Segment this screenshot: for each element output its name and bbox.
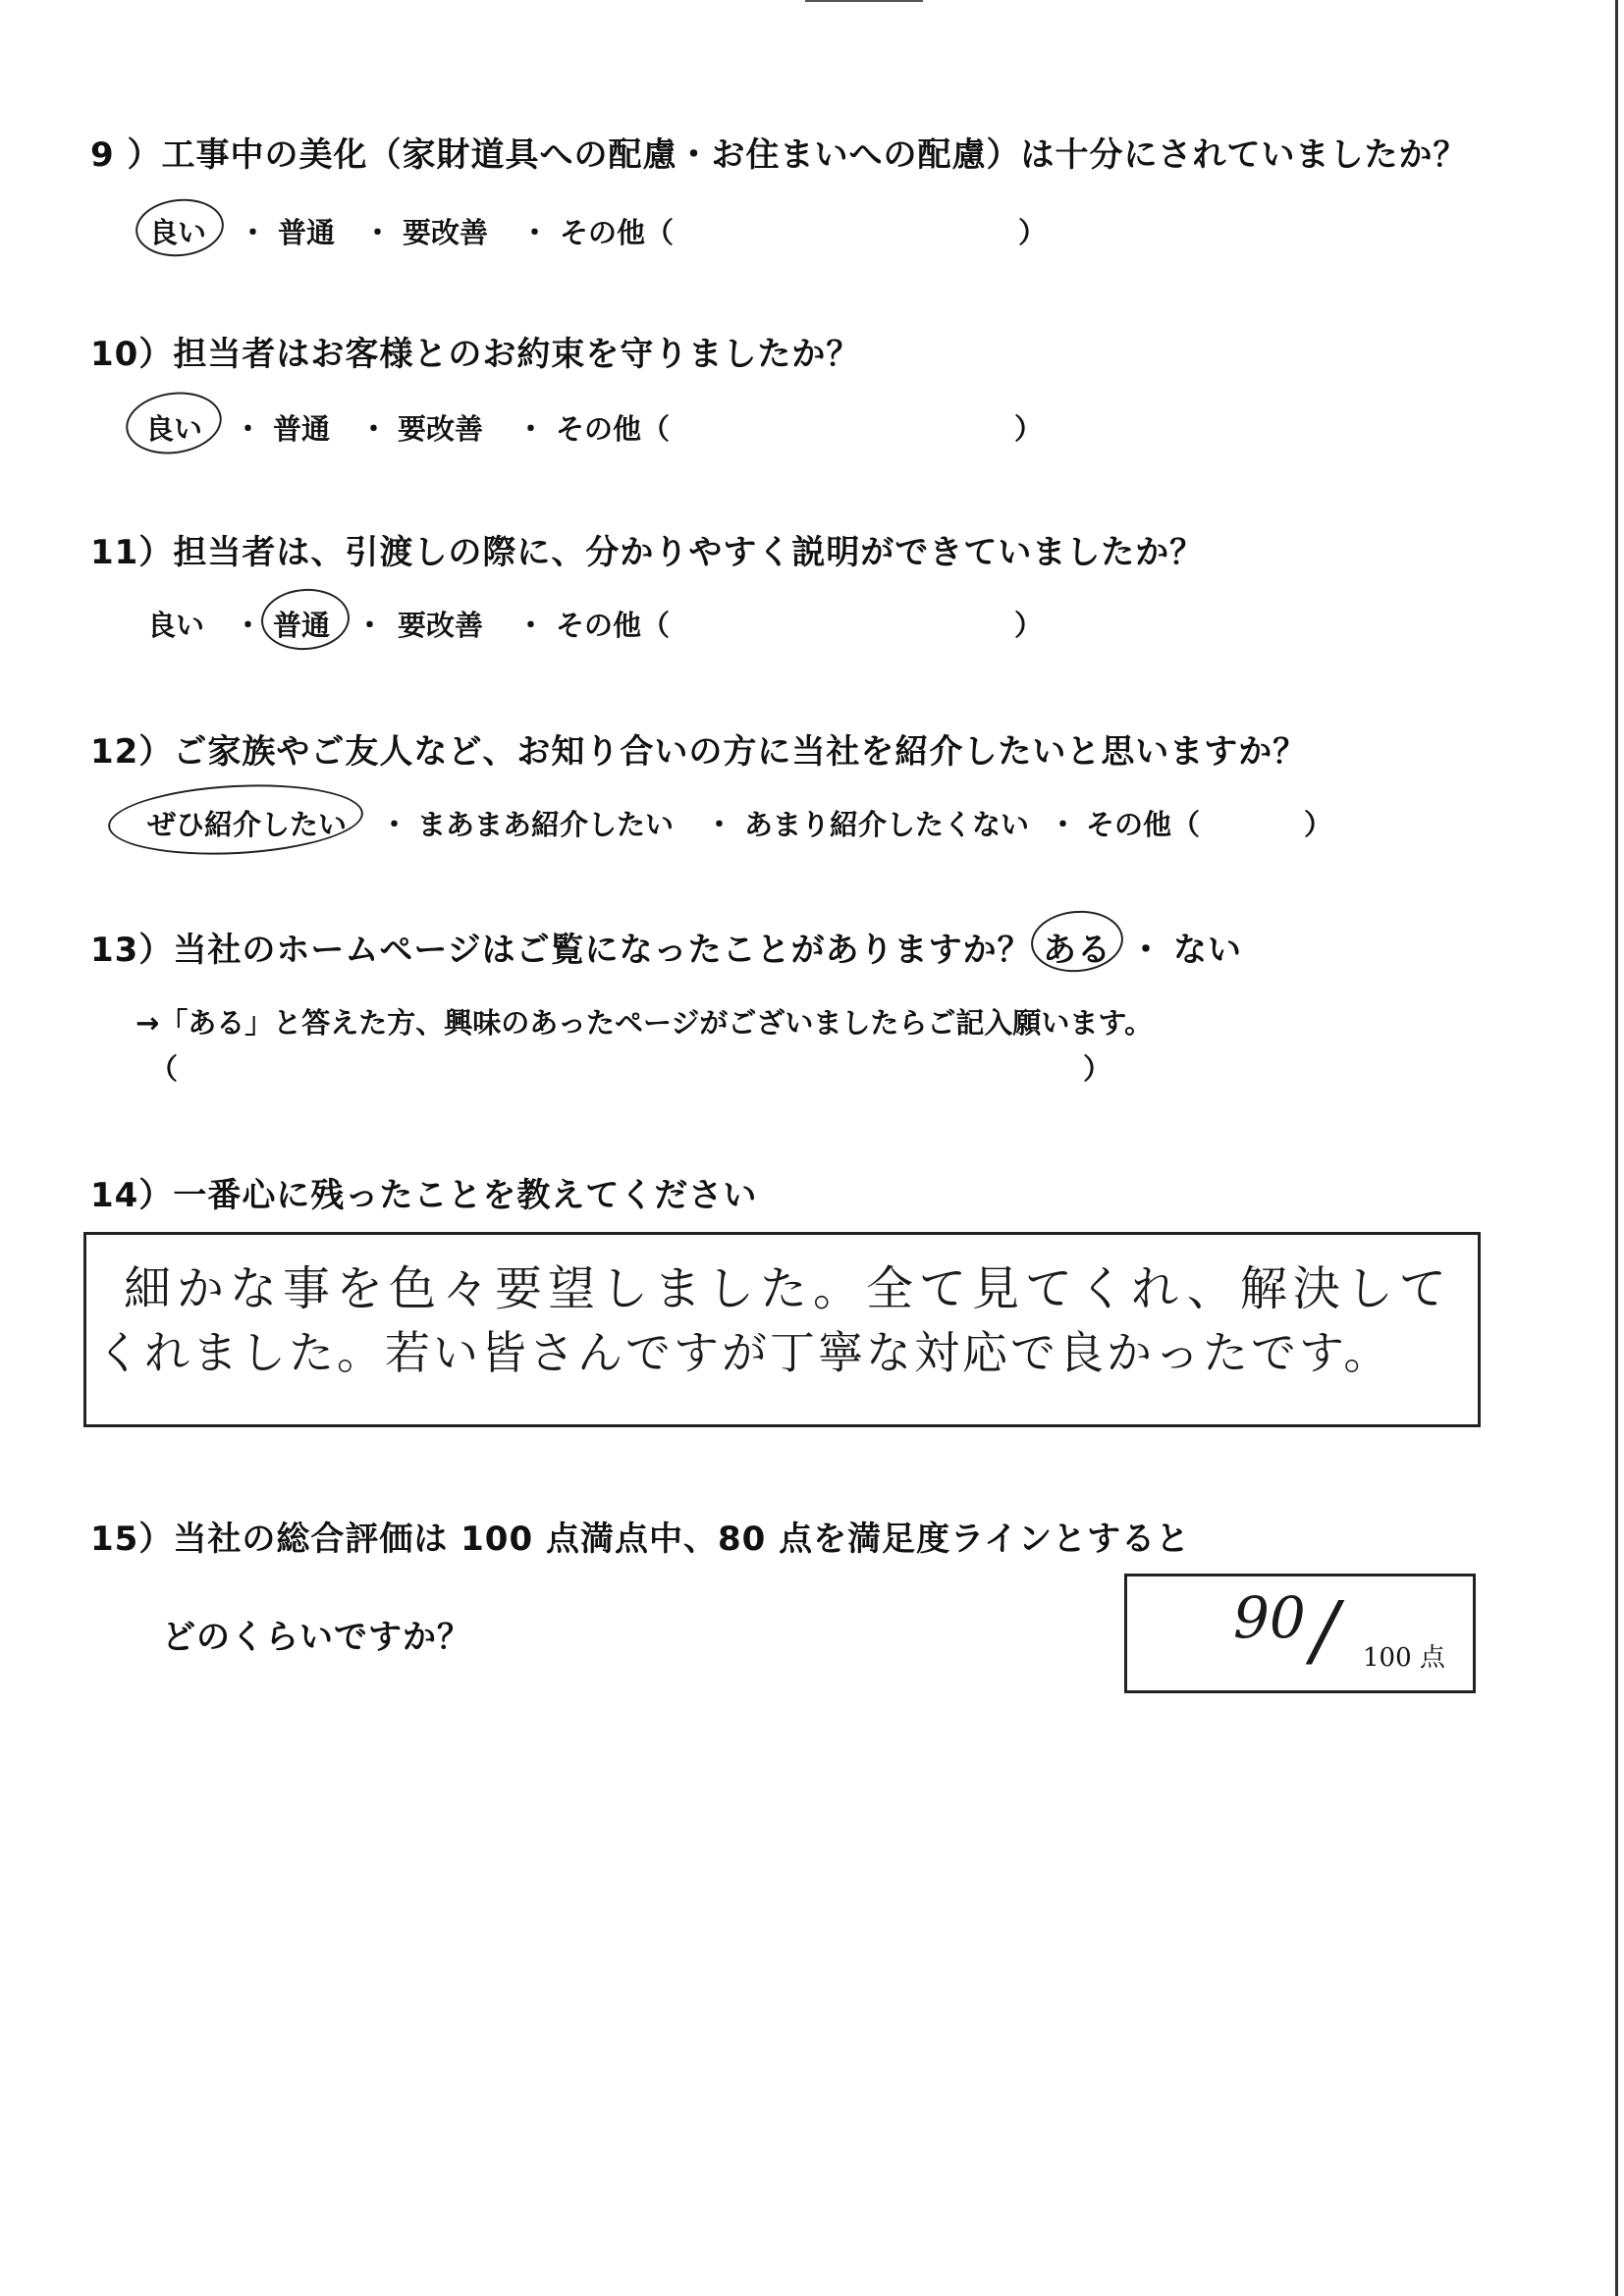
- option-needs-improvement[interactable]: 要改善: [403, 216, 489, 249]
- option-somewhat[interactable]: まあまあ紹介したい: [417, 808, 675, 841]
- paren-close: ）: [1014, 609, 1044, 642]
- option-other[interactable]: その他（: [560, 216, 675, 249]
- option-other[interactable]: その他（: [556, 412, 671, 446]
- question-10: 10）担当者はお客様とのお約束を守りましたか？: [90, 335, 861, 374]
- separator: ・: [516, 609, 546, 642]
- selection-circle: [122, 386, 226, 459]
- scan-mark: [805, 0, 923, 2]
- separator: ・: [363, 216, 393, 249]
- option-good[interactable]: 良い: [147, 609, 205, 642]
- separator: ・: [239, 216, 268, 249]
- option-normal[interactable]: 普通: [278, 216, 336, 249]
- question-11: 11）担当者は、引渡しの際に、分かりやすく説明ができていましたか？: [90, 533, 1205, 572]
- question-14: 14）一番心に残ったことを教えてください: [90, 1176, 758, 1215]
- handwritten-score: 90: [1233, 1584, 1306, 1651]
- option-needs-improvement[interactable]: 要改善: [398, 412, 484, 446]
- separator: ・: [516, 412, 546, 446]
- option-not-really[interactable]: あまり紹介したくない: [744, 808, 1030, 841]
- separator: ・: [234, 609, 263, 642]
- separator: ・: [234, 412, 263, 446]
- paren-close: ）: [1083, 1052, 1112, 1086]
- separator: ・: [1129, 931, 1164, 970]
- separator: ・: [355, 609, 385, 642]
- paren-close: ）: [1304, 808, 1333, 841]
- question-15-line-2: どのくらいですか？: [162, 1618, 471, 1657]
- option-no[interactable]: ない: [1173, 931, 1242, 970]
- handwritten-answer-line-1: 細かな事を色々要望しました。全て見てくれ、解決して: [124, 1261, 1452, 1316]
- option-needs-improvement[interactable]: 要改善: [398, 609, 484, 642]
- paren-close: ）: [1018, 216, 1048, 249]
- separator: ・: [1049, 808, 1078, 841]
- option-other[interactable]: その他（: [1086, 808, 1201, 841]
- option-definitely[interactable]: ぜひ紹介したい: [147, 808, 348, 841]
- separator: ・: [380, 808, 409, 841]
- handwritten-answer-line-2: くれました。若い皆さんですが丁寧な対応で良かったです。: [96, 1326, 1392, 1379]
- paren-close: ）: [1014, 412, 1044, 446]
- q13-followup: →「ある」と答えた方、興味のあったページがございましたらご記入願います。: [135, 1006, 1154, 1040]
- option-normal[interactable]: 普通: [273, 412, 331, 446]
- free-text-answer-box[interactable]: [83, 1232, 1481, 1427]
- question-12: 12）ご家族やご友人など、お知り合いの方に当社を紹介したいと思いますか？: [90, 732, 1308, 772]
- selection-circle: [133, 194, 227, 260]
- option-good[interactable]: 良い: [145, 412, 203, 446]
- option-normal[interactable]: 普通: [273, 609, 331, 642]
- question-15: 15）当社の総合評価は 100 点満点中、80 点を満足度ラインとすると: [90, 1520, 1191, 1559]
- selection-circle: [106, 778, 364, 861]
- separator: ・: [705, 808, 734, 841]
- option-yes[interactable]: ある: [1043, 931, 1111, 970]
- question-13: 13）当社のホームページはご覧になったことがありますか？: [90, 931, 1032, 970]
- separator: ・: [359, 412, 389, 446]
- score-max-label: 100 点: [1363, 1643, 1445, 1673]
- paren-open: （: [149, 1052, 179, 1086]
- option-other[interactable]: その他（: [556, 609, 671, 642]
- score-slash: /: [1312, 1584, 1338, 1676]
- score-box[interactable]: [1124, 1574, 1476, 1693]
- separator: ・: [520, 216, 550, 249]
- scan-edge: [1615, 0, 1618, 2296]
- question-9: 9 ）工事中の美化（家財道具への配慮・お住まいへの配慮）は十分にされていましたか？: [90, 135, 1468, 175]
- option-good[interactable]: 良い: [149, 216, 207, 249]
